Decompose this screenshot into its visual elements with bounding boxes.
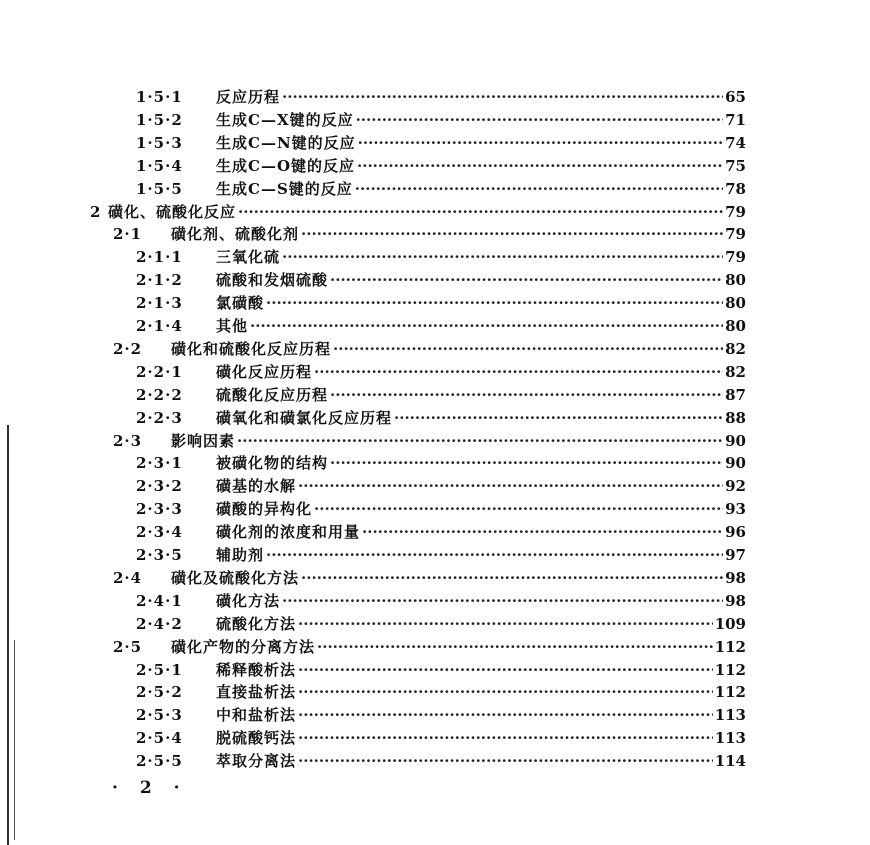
toc-entry [136, 659, 746, 681]
toc-entry [113, 567, 746, 589]
toc-entry-page: 98 [725, 591, 746, 610]
toc-entry-page: 75 [725, 156, 746, 175]
toc-leader-dots [301, 223, 723, 245]
toc-entry-title: 辅助剂 [216, 546, 265, 564]
toc-entry-page: 93 [725, 500, 746, 519]
toc-entry [136, 681, 746, 703]
toc-entry-page: 74 [725, 133, 746, 152]
toc-entry-page: 98 [725, 568, 746, 587]
toc-entry-number: 2·4·2 [136, 614, 183, 633]
toc-leader-dots [330, 384, 723, 406]
toc-entry-number: 2·5·1 [136, 660, 183, 679]
toc-entry-title: 磺化及硫酸化方法 [171, 568, 300, 587]
toc-leader-dots [394, 407, 723, 429]
toc-entry-number: 2·1·2 [136, 271, 183, 290]
toc-entry-number: 2·1·4 [136, 317, 183, 335]
toc-entry-title: 生成C—S键的反应 [216, 179, 353, 198]
toc-leader-dots [266, 544, 723, 566]
toc-entry-title: 磺氧化和磺氯化反应历程 [216, 408, 393, 427]
toc-entry-title: 磺基的水解 [216, 477, 297, 496]
toc-entry-title: 硫酸化方法 [216, 614, 297, 633]
toc-entry-number: 1·5·3 [136, 133, 183, 152]
toc-entry-number: 1·5·4 [136, 156, 183, 175]
toc-leader-dots [317, 636, 713, 658]
toc-entry [136, 613, 746, 635]
toc-entry-page: 113 [714, 706, 746, 725]
toc-entry [136, 132, 746, 154]
toc-entry-number: 1·5·2 [136, 110, 183, 129]
toc-leader-dots [314, 498, 723, 520]
toc-entry-page: 80 [725, 317, 746, 335]
toc-entry-number: 2·2·1 [136, 362, 183, 381]
toc-entry [136, 750, 746, 772]
toc-entry-title: 反应历程 [216, 88, 281, 106]
toc-entry-page: 90 [725, 431, 746, 450]
toc-entry-number: 2·1·3 [136, 294, 183, 313]
toc-entry-title: 生成C—O键的反应 [216, 156, 356, 175]
toc-entry-number: 2·5·5 [136, 752, 183, 771]
toc-leader-dots [355, 178, 723, 200]
toc-entry-title: 稀释酸析法 [216, 660, 297, 679]
scan-edge-line [7, 425, 9, 845]
toc-entry [136, 407, 746, 429]
toc-leader-dots [250, 315, 723, 337]
toc-entry-page: 82 [725, 339, 746, 358]
toc-entry-title: 硫酸化反应历程 [216, 385, 329, 404]
toc-leader-dots [298, 704, 713, 726]
toc-entry-number: 2·3·2 [136, 477, 183, 496]
toc-entry-page: 97 [725, 546, 746, 564]
toc-entry-page: 82 [725, 362, 746, 381]
toc-entry-title: 磺化产物的分离方法 [171, 637, 316, 656]
toc-leader-dots [298, 681, 713, 703]
toc-entry [136, 384, 746, 406]
toc-entry [136, 498, 746, 520]
toc-entry-page: 109 [714, 614, 746, 633]
scan-edge-line-secondary [14, 640, 15, 840]
toc-entry [136, 269, 746, 291]
toc-entry-page: 87 [725, 385, 746, 404]
toc-entry-page: 71 [725, 110, 746, 129]
toc-leader-dots [330, 452, 723, 474]
toc-entry-number: 2·2 [113, 339, 143, 358]
toc-leader-dots [301, 567, 723, 589]
toc-entry-page: 112 [714, 660, 746, 679]
toc-entry [136, 521, 746, 543]
toc-leader-dots [238, 201, 723, 223]
toc-entry-number: 2·3 [113, 431, 143, 450]
toc-entry-number: 2 [90, 202, 102, 221]
toc-entry-number: 2·2·2 [136, 385, 183, 404]
toc-entry-title: 磺化、硫酸化反应 [108, 202, 237, 221]
toc-entry-number: 2·3·3 [136, 500, 183, 519]
toc-entry [136, 361, 746, 383]
toc-entry [136, 475, 746, 497]
toc-entry-title: 三氧化硫 [216, 248, 281, 267]
toc-entry-number: 2·5·4 [136, 729, 183, 748]
toc-entry-title: 其他 [216, 317, 249, 335]
toc-leader-dots [358, 132, 723, 154]
toc-entry-page: 80 [725, 271, 746, 290]
toc-entry-number: 2·3·1 [136, 454, 183, 473]
toc-entry-title: 磺化和硫酸化反应历程 [171, 339, 332, 358]
toc-leader-dots [282, 590, 723, 612]
toc-entry-title: 氯磺酸 [216, 294, 265, 313]
toc-leader-dots [314, 361, 723, 383]
toc-entry [136, 452, 746, 474]
toc-entry-title: 直接盐析法 [216, 683, 297, 702]
toc-entry-title: 磺化反应历程 [216, 362, 313, 381]
toc-entry-number: 2·1 [113, 225, 143, 244]
toc-leader-dots [357, 155, 723, 177]
toc-entry-page: 88 [725, 408, 746, 427]
toc-entry-title: 萃取分离法 [216, 752, 297, 771]
toc-entry-number: 2·3·5 [136, 546, 183, 564]
toc-entry [136, 544, 746, 566]
toc-leader-dots [356, 109, 724, 131]
toc-entry [136, 315, 746, 337]
toc-entry-number: 2·5·3 [136, 706, 183, 725]
toc-entry-number: 2·4·1 [136, 591, 183, 610]
toc-entry-page: 92 [725, 477, 746, 496]
toc-entry-number: 2·4 [113, 568, 143, 587]
toc-entry-page: 80 [725, 294, 746, 313]
toc-leader-dots [282, 86, 723, 108]
toc-entry-number: 2·5·2 [136, 683, 183, 702]
toc-entry-page: 113 [714, 729, 746, 748]
toc-leader-dots [266, 292, 723, 314]
toc-entry [136, 178, 746, 200]
toc-leader-dots [298, 659, 713, 681]
toc-entry [113, 430, 746, 452]
toc-entry-title: 被磺化物的结构 [216, 454, 329, 473]
toc-leader-dots [237, 430, 723, 452]
toc-entry [136, 246, 746, 268]
toc-entry-page: 114 [714, 752, 746, 771]
toc-entry [136, 590, 746, 612]
toc-leader-dots [298, 727, 713, 749]
toc-entry-title: 磺酸的异构化 [216, 500, 313, 519]
toc-entry-page: 96 [725, 523, 746, 542]
toc-entry-page: 112 [714, 683, 746, 702]
toc-entry-title: 影响因素 [171, 431, 236, 450]
toc-entry-title: 磺化方法 [216, 591, 281, 610]
toc-entry-title: 磺化剂的浓度和用量 [216, 523, 361, 542]
toc-entry [136, 704, 746, 726]
toc-entry-title: 生成C—X键的反应 [216, 110, 354, 129]
toc-entry-page: 79 [725, 202, 746, 221]
toc-entry-page: 112 [714, 637, 746, 656]
toc-entry [113, 223, 746, 245]
toc-entry-title: 脱硫酸钙法 [216, 729, 297, 748]
toc-entry-number: 1·5·1 [136, 88, 183, 106]
toc-leader-dots [362, 521, 723, 543]
toc-entry [136, 292, 746, 314]
toc-entry-page: 79 [725, 225, 746, 244]
toc-leader-dots [298, 750, 713, 772]
toc-entry-page: 79 [725, 248, 746, 267]
toc-leader-dots [282, 246, 723, 268]
toc-entry [136, 109, 746, 131]
toc-leader-dots [298, 613, 713, 635]
toc-entry-number: 2·1·1 [136, 248, 183, 267]
toc-entry-title: 磺化剂、硫酸化剂 [171, 225, 300, 244]
toc-entry-title: 硫酸和发烟硫酸 [216, 271, 329, 290]
toc-entry [136, 727, 746, 749]
toc-entry-number: 2·5 [113, 637, 143, 656]
toc-leader-dots [330, 269, 723, 291]
toc-leader-dots [333, 338, 723, 360]
toc-entry [90, 201, 746, 223]
toc-entry-number: 2·2·3 [136, 408, 183, 427]
page-number-footer: · 2 · [112, 778, 188, 798]
toc-entry-page: 78 [725, 179, 746, 198]
toc-entry [136, 86, 746, 108]
toc-entry-page: 65 [725, 88, 746, 106]
toc-entry-number: 2·3·4 [136, 523, 183, 542]
toc-entry-title: 生成C—N键的反应 [216, 133, 356, 152]
toc-entry-number: 1·5·5 [136, 179, 183, 198]
toc-entry [136, 155, 746, 177]
toc-leader-dots [298, 475, 723, 497]
toc-entry-title: 中和盐析法 [216, 706, 297, 725]
toc-entry [113, 338, 746, 360]
toc-entry [113, 636, 746, 658]
toc-entry-page: 90 [725, 454, 746, 473]
